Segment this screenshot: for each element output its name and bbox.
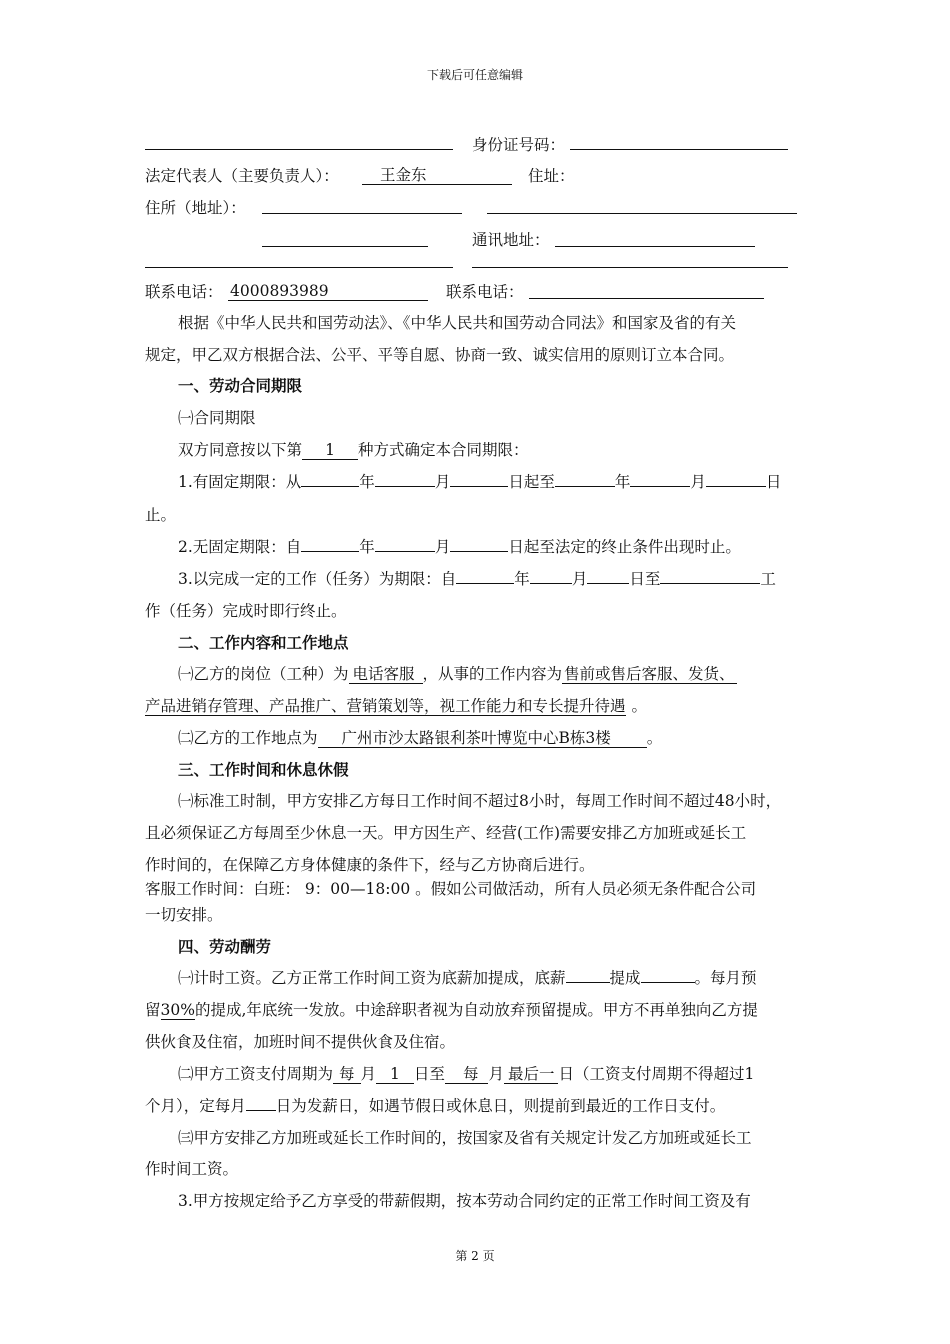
s4-yue: 月 — [360, 1065, 377, 1083]
blank — [456, 583, 514, 584]
s4-e1: 个月），定每月 — [145, 1097, 246, 1115]
s1-way-text-b: 种方式确定本合同期限： — [358, 441, 529, 459]
preamble-line-2: 规定，甲乙双方根据合法、公平、平等自愿、协商一致、诚实信用的原则订立本合同。 — [145, 346, 735, 364]
s4-line-8: 3.甲方按规定给予乙方享受的带薪假期，按本劳动合同约定的正常工作时间工资及有 — [178, 1192, 751, 1210]
s1-item-1-end: 止。 — [145, 506, 177, 524]
blank — [530, 583, 572, 584]
domicile-label: 住所（地址）： — [145, 199, 246, 217]
s1-i3-text: 3.以完成一定的工作（任务）为期限：自 — [178, 570, 457, 588]
blank-line-a — [145, 253, 453, 268]
s1-i3-year: 年 — [514, 570, 530, 588]
domicile-blank — [262, 199, 462, 214]
section-4-title: 四、劳动酬劳 — [178, 937, 272, 956]
blank — [450, 486, 508, 487]
s2-para-1 — [178, 664, 737, 684]
blank — [660, 583, 760, 584]
s2-content-2: 产品进销存管理、产品推广、营销策划等，视工作能力和专长提升待遇 — [145, 697, 626, 715]
s4-a1: ㈠计时工资。乙方正常工作时间工资为底薪加提成，底薪 — [178, 969, 566, 987]
blank — [301, 486, 359, 487]
mail-address-blank — [555, 232, 755, 247]
legal-rep-value — [362, 166, 512, 185]
section-3-title: 三、工作时间和休息休假 — [178, 760, 349, 779]
s4-line-7: 作时间工资。 — [145, 1160, 239, 1178]
s4-line-6: ㈢甲方安排乙方加班或延长工作时间的，按国家及省有关规定计发乙方加班或延长工 — [178, 1129, 752, 1147]
s4-last: 最后一 — [504, 1065, 559, 1084]
domicile-blank-2 — [262, 232, 428, 247]
s1-i1-year: 年 — [359, 473, 375, 491]
s1-i2-year: 年 — [359, 538, 375, 556]
s4-mei2: 每 — [445, 1065, 489, 1084]
s3-line-5: 一切安排。 — [145, 906, 223, 924]
id-blank — [570, 135, 788, 150]
s4-b1: 留 — [145, 1001, 161, 1019]
s1-i2-text: 2.无固定期限：自 — [178, 538, 302, 556]
preamble-line-1: 根据《中华人民共和国劳动法》、《中华人民共和国劳动合同法》和国家及省的有关 — [178, 314, 737, 332]
s2-p2-end: 。 — [646, 729, 663, 747]
s1-i3-month: 月 — [571, 570, 588, 588]
address-label: 住址： — [528, 167, 575, 185]
blank-line-b — [472, 253, 788, 268]
base-salary-blank — [566, 982, 610, 983]
s1-way-value: 1 — [302, 441, 358, 460]
commission-blank — [641, 982, 695, 983]
s4-a2: 提成 — [609, 969, 641, 987]
s3-line-4: 客服工作时间：白班： 9：00—18:00 。假如公司做活动，所有人员必须无条件配合公司 — [145, 880, 757, 898]
phone-label-b: 联系电话： — [446, 283, 524, 301]
s1-i3-day: 日至 — [629, 570, 661, 588]
s4-d2: 日（工资支付周期不得超过1 — [558, 1065, 755, 1083]
phone-number: 4000893989 — [230, 282, 329, 300]
blank — [587, 583, 629, 584]
s2-place: 广州市沙太路银利茶叶博览中心B栋3楼 — [318, 729, 647, 748]
s1-i2-month: 月 — [434, 538, 451, 556]
blank — [301, 551, 359, 552]
legal-rep-name: 王金东 — [380, 166, 427, 184]
blank — [630, 486, 690, 487]
s1-item-1 — [178, 472, 781, 492]
s3-line-3: 作时间的，在保障乙方身体健康的条件下，经与乙方协商后进行。 — [145, 856, 595, 874]
s4-e2: 日为发薪日，如遇节假日或休息日，则提前到最近的工作日支付。 — [275, 1097, 726, 1115]
page-footer: 第 2 页 — [455, 1249, 495, 1263]
s4-line-2 — [145, 1000, 758, 1020]
phone-blank-b — [529, 284, 764, 299]
s1-item-2 — [178, 537, 741, 557]
section-2-title: 二、工作内容和工作地点 — [178, 633, 349, 652]
s1-way-line — [178, 440, 529, 460]
s4-line-4 — [178, 1064, 754, 1084]
blank — [450, 551, 508, 552]
s1-i1-day-from: 日起至 — [508, 473, 555, 491]
name-blank — [145, 135, 453, 150]
s2-post: 电话客服 — [349, 665, 423, 684]
blank — [375, 551, 435, 552]
s3-line-1: ㈠标准工时制，甲方安排乙方每日工作时间不超过8小时，每周工作时间不超过48小时， — [178, 792, 782, 810]
s2-para-2 — [178, 728, 662, 748]
phone-value-a — [228, 282, 428, 301]
s4-ri-zhi: 日至 — [413, 1065, 445, 1083]
s1-subtitle: ㈠合同期限 — [178, 409, 256, 427]
s1-i3-gong: 工 — [760, 570, 776, 588]
s4-yue2: 月 — [488, 1065, 504, 1083]
s1-item-3-end: 作（任务）完成时即行终止。 — [145, 602, 347, 620]
s2-period: 。 — [631, 697, 648, 715]
s4-line-3: 供伙食及住宿，加班时间不提供伙食及住宿。 — [145, 1033, 456, 1051]
s3-line-2: 且必须保证乙方每周至少休息一天。甲方因生产、经营(工作)需要安排乙方加班或延长工 — [145, 824, 747, 842]
s4-mei: 每 — [333, 1065, 361, 1084]
s4-d1: ㈡甲方工资支付周期为 — [178, 1065, 334, 1083]
s1-item-3 — [178, 569, 776, 589]
s1-way-text-a: 双方同意按以下第 — [178, 441, 303, 459]
blank — [706, 486, 766, 487]
s4-a3: 。每月预 — [694, 969, 757, 987]
s1-i1-year-2: 年 — [614, 473, 631, 491]
address-blank — [487, 199, 797, 214]
mail-address-label: 通讯地址： — [472, 231, 550, 249]
blank — [375, 486, 435, 487]
page-header: 下载后可任意编辑 — [426, 68, 523, 82]
s1-i1-month: 月 — [434, 473, 451, 491]
s4-one: 1 — [376, 1065, 414, 1084]
s2-p1-text-b: ，从事的工作内容为 — [422, 665, 563, 683]
s1-i1-day-2: 日 — [765, 473, 782, 491]
legal-rep-label: 法定代表人（主要负责人）： — [145, 167, 339, 185]
id-label: 身份证号码： — [472, 136, 566, 154]
s2-para-1-cont — [145, 696, 647, 716]
s2-p2-text: ㈡乙方的工作地点为 — [178, 729, 318, 747]
s4-line-5 — [145, 1096, 725, 1116]
blank — [555, 486, 615, 487]
section-1-title: 一、劳动合同期限 — [178, 376, 303, 395]
s2-content-1: 售前或售后客服、发货、 — [564, 665, 735, 683]
s1-i1-text: 1.有固定期限：从 — [178, 473, 302, 491]
s1-i1-month-2: 月 — [690, 473, 706, 491]
s2-p1-text: ㈠乙方的岗位（工种）为 — [178, 665, 349, 683]
payday-blank — [246, 1110, 276, 1111]
phone-label-a: 联系电话： — [145, 283, 223, 301]
s1-i2-text-b: 日起至法定的终止条件出现时止。 — [508, 538, 741, 556]
s4-line-1 — [178, 968, 757, 988]
reserve-percent: 30% — [160, 1001, 195, 1019]
s4-b2: 的提成,年底统一发放。中途辞职者视为自动放弃预留提成。甲方不再单独向乙方提 — [194, 1001, 758, 1019]
